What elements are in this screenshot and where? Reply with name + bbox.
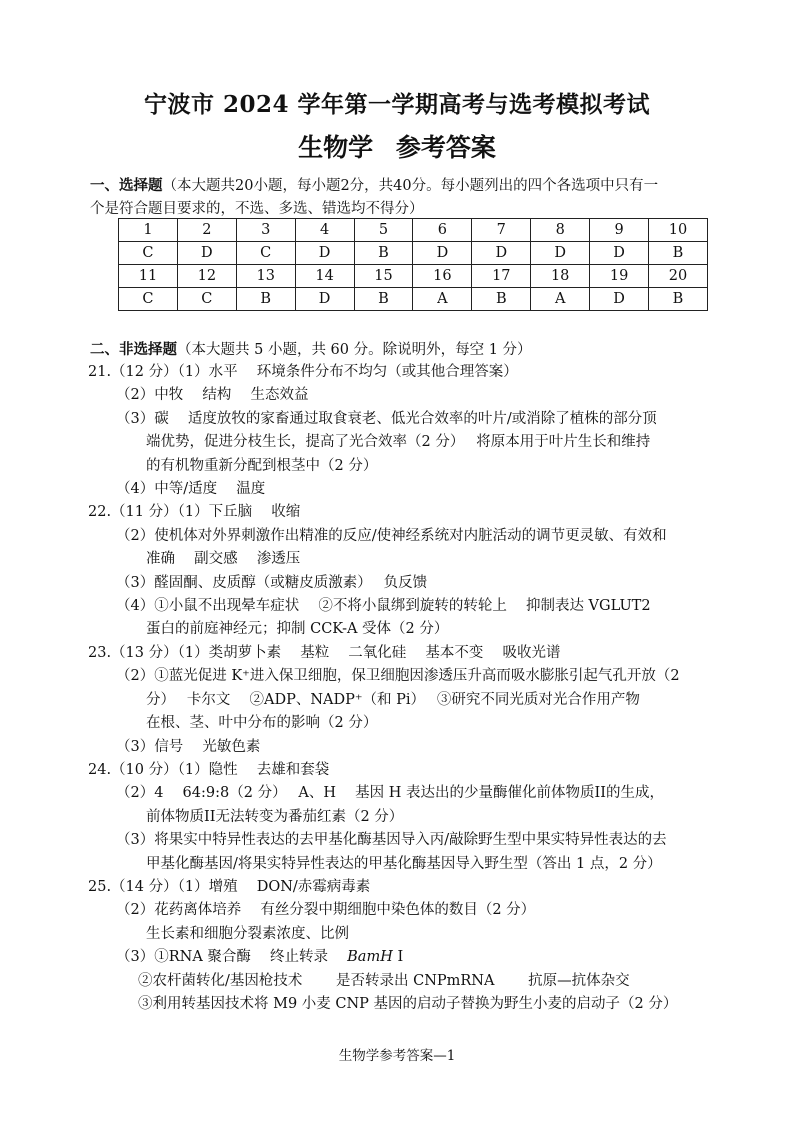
q25-line5: ②农杆菌转化/基因枪技术 是否转录出 CNPmRNA 抗原—抗体杂交 bbox=[138, 972, 630, 989]
table-cell: B bbox=[649, 288, 708, 311]
table-cell: 7 bbox=[472, 219, 531, 242]
section1-header bbox=[90, 174, 730, 221]
q22-line6: 蛋白的前庭神经元；抑制 CCK-A 受体（2 分） bbox=[146, 621, 449, 638]
table-cell: D bbox=[413, 242, 472, 265]
table-cell: B bbox=[354, 288, 413, 311]
table-cell: D bbox=[295, 242, 354, 265]
q23-line4: 在根、茎、叶中分布的影响（2 分） bbox=[146, 715, 378, 732]
table-row bbox=[119, 288, 708, 311]
table-cell: 17 bbox=[472, 265, 531, 288]
choice-answer-table bbox=[118, 218, 708, 311]
table-cell: 19 bbox=[590, 265, 649, 288]
exam-title: 宁波市 2024 学年第一学期高考与选考模拟考试 bbox=[143, 91, 651, 118]
q21-line4: 端优势，促进分枝生长，提高了光合效率（2 分） 将原本用于叶片生长和维持 bbox=[146, 434, 651, 451]
q25-line6: ③利用转基因技术将 M9 小麦 CNP 基因的启动子替换为野生小麦的启动子（2 分） bbox=[138, 995, 678, 1012]
table-cell: 1 bbox=[119, 219, 178, 242]
q25-bamhi-italic: BamH bbox=[347, 949, 393, 966]
q22-line3: 准确 副交感 渗透压 bbox=[146, 551, 301, 568]
table-cell: D bbox=[590, 242, 649, 265]
q24-line5: 甲基化酶基因/将果实特异性表达的甲基化酶基因导入野生型（答出 1 点，2 分） bbox=[146, 855, 662, 872]
table-cell: C bbox=[236, 242, 295, 265]
q24-line2: （2）4 64:9:8（2 分） A、H 基因 H 表达出的少量酶催化前体物质II的生成， bbox=[116, 785, 664, 802]
table-cell: 15 bbox=[354, 265, 413, 288]
q25-line3: 生长素和细胞分裂素浓度、比例 bbox=[146, 925, 349, 942]
table-cell: 18 bbox=[531, 265, 590, 288]
section2-header bbox=[90, 338, 730, 362]
table-cell: 8 bbox=[531, 219, 590, 242]
table-row bbox=[119, 219, 708, 242]
q21-line2: （2）中牧 结构 生态效益 bbox=[116, 387, 309, 404]
table-cell: 13 bbox=[236, 265, 295, 288]
q23-line3: 分） 卡尔文 ②ADP、NADP⁺（和 Pi） ③研究不同光质对光合作用产物 bbox=[146, 691, 640, 708]
table-cell: A bbox=[413, 288, 472, 311]
table-cell: D bbox=[590, 288, 649, 311]
table-cell: 14 bbox=[295, 265, 354, 288]
table-row bbox=[119, 242, 708, 265]
table-cell: B bbox=[472, 288, 531, 311]
q22-line1: 22.（11 分）（1）下丘脑 收缩 bbox=[88, 504, 301, 521]
q21-line6: （4）中等/适度 温度 bbox=[116, 481, 266, 498]
table-cell: 2 bbox=[177, 219, 236, 242]
table-cell: B bbox=[649, 242, 708, 265]
table-cell: 5 bbox=[354, 219, 413, 242]
q21-line1: 21.（12 分）（1）水平 环境条件分布不均匀（或其他合理答案） bbox=[88, 364, 518, 380]
q25-line2: （2）花药离体培养 有丝分裂中期细胞中染色体的数目（2 分） bbox=[116, 902, 536, 919]
section1-note: （本大题共20小题，每小题2分，共40分。每小题列出的四个各选项中只有一 bbox=[162, 178, 659, 194]
q25-bamhi-roman: I bbox=[392, 949, 404, 966]
table-cell: 10 bbox=[649, 219, 708, 242]
q24-line1: 24.（10 分）（1）隐性 去雄和套袋 bbox=[88, 761, 330, 778]
q23-line1: 23.（13 分）（1）类胡萝卜素 基粒 二氧化硅 基本不变 吸收光谱 bbox=[88, 644, 561, 661]
table-cell: D bbox=[177, 242, 236, 265]
table-cell: D bbox=[472, 242, 531, 265]
q25-line4 bbox=[88, 946, 734, 969]
table-cell: 12 bbox=[177, 265, 236, 288]
q23-line2: （2）①蓝光促进 K⁺进入保卫细胞，保卫细胞因渗透压升高而吸水膨胀引起气孔开放（2 bbox=[116, 668, 680, 685]
q22-line4: （3）醛固酮、皮质醇（或糖皮质激素） 负反馈 bbox=[116, 574, 428, 591]
section2-heading: 二、非选择题 bbox=[90, 341, 177, 358]
q21-line3: （3）碳 适度放牧的家畜通过取食衰老、低光合效率的叶片/或消除了植株的部分顶 bbox=[116, 410, 657, 427]
q25-line1: 25.（14 分）（1）增殖 DON/赤霉病毒素 bbox=[88, 878, 371, 895]
page-footer: 生物学参考答案—1 bbox=[338, 1048, 456, 1064]
table-cell: 4 bbox=[295, 219, 354, 242]
q22-line5: （4）①小鼠不出现晕车症状 ②不将小鼠绑到旋转的转轮上 抑制表达 VGLUT2 bbox=[116, 598, 651, 615]
table-cell: A bbox=[531, 288, 590, 311]
section2-note: （本大题共 5 小题，共 60 分。除说明外，每空 1 分） bbox=[177, 342, 532, 358]
table-cell: 16 bbox=[413, 265, 472, 288]
table-cell: D bbox=[295, 288, 354, 311]
table-cell: 11 bbox=[119, 265, 178, 288]
table-cell: D bbox=[531, 242, 590, 265]
section1-heading: 一、选择题 bbox=[90, 177, 163, 194]
table-cell: 6 bbox=[413, 219, 472, 242]
q24-line4: （3）将果实中特异性表达的去甲基化酶基因导入丙/敲除野生型中果实特异性表达的去 bbox=[116, 832, 667, 849]
table-cell: C bbox=[119, 242, 178, 265]
q25-line4-text: （3）①RNA 聚合酶 终止转录 bbox=[116, 949, 348, 966]
table-row bbox=[119, 265, 708, 288]
section1-note-2: 个是符合题目要求的，不选、多选、错选均不得分） bbox=[90, 201, 424, 217]
q23-line5: （3）信号 光敏色素 bbox=[116, 738, 261, 755]
q21-line5: 的有机物重新分配到根茎中（2 分） bbox=[146, 457, 378, 474]
table-cell: B bbox=[354, 242, 413, 265]
q24-line3: 前体物质II无法转变为番茄红素（2 分） bbox=[146, 808, 404, 825]
q22-line2: （2）使机体对外界刺激作出精准的反应/使神经系统对内脏活动的调节更灵敏、有效和 bbox=[116, 527, 667, 544]
table-cell: 9 bbox=[590, 219, 649, 242]
table-cell: C bbox=[119, 288, 178, 311]
free-response-answers bbox=[88, 361, 734, 1016]
table-cell: C bbox=[177, 288, 236, 311]
table-cell: 3 bbox=[236, 219, 295, 242]
table-cell: 20 bbox=[649, 265, 708, 288]
table-cell: B bbox=[236, 288, 295, 311]
exam-subtitle: 生物学 参考答案 bbox=[298, 133, 496, 162]
